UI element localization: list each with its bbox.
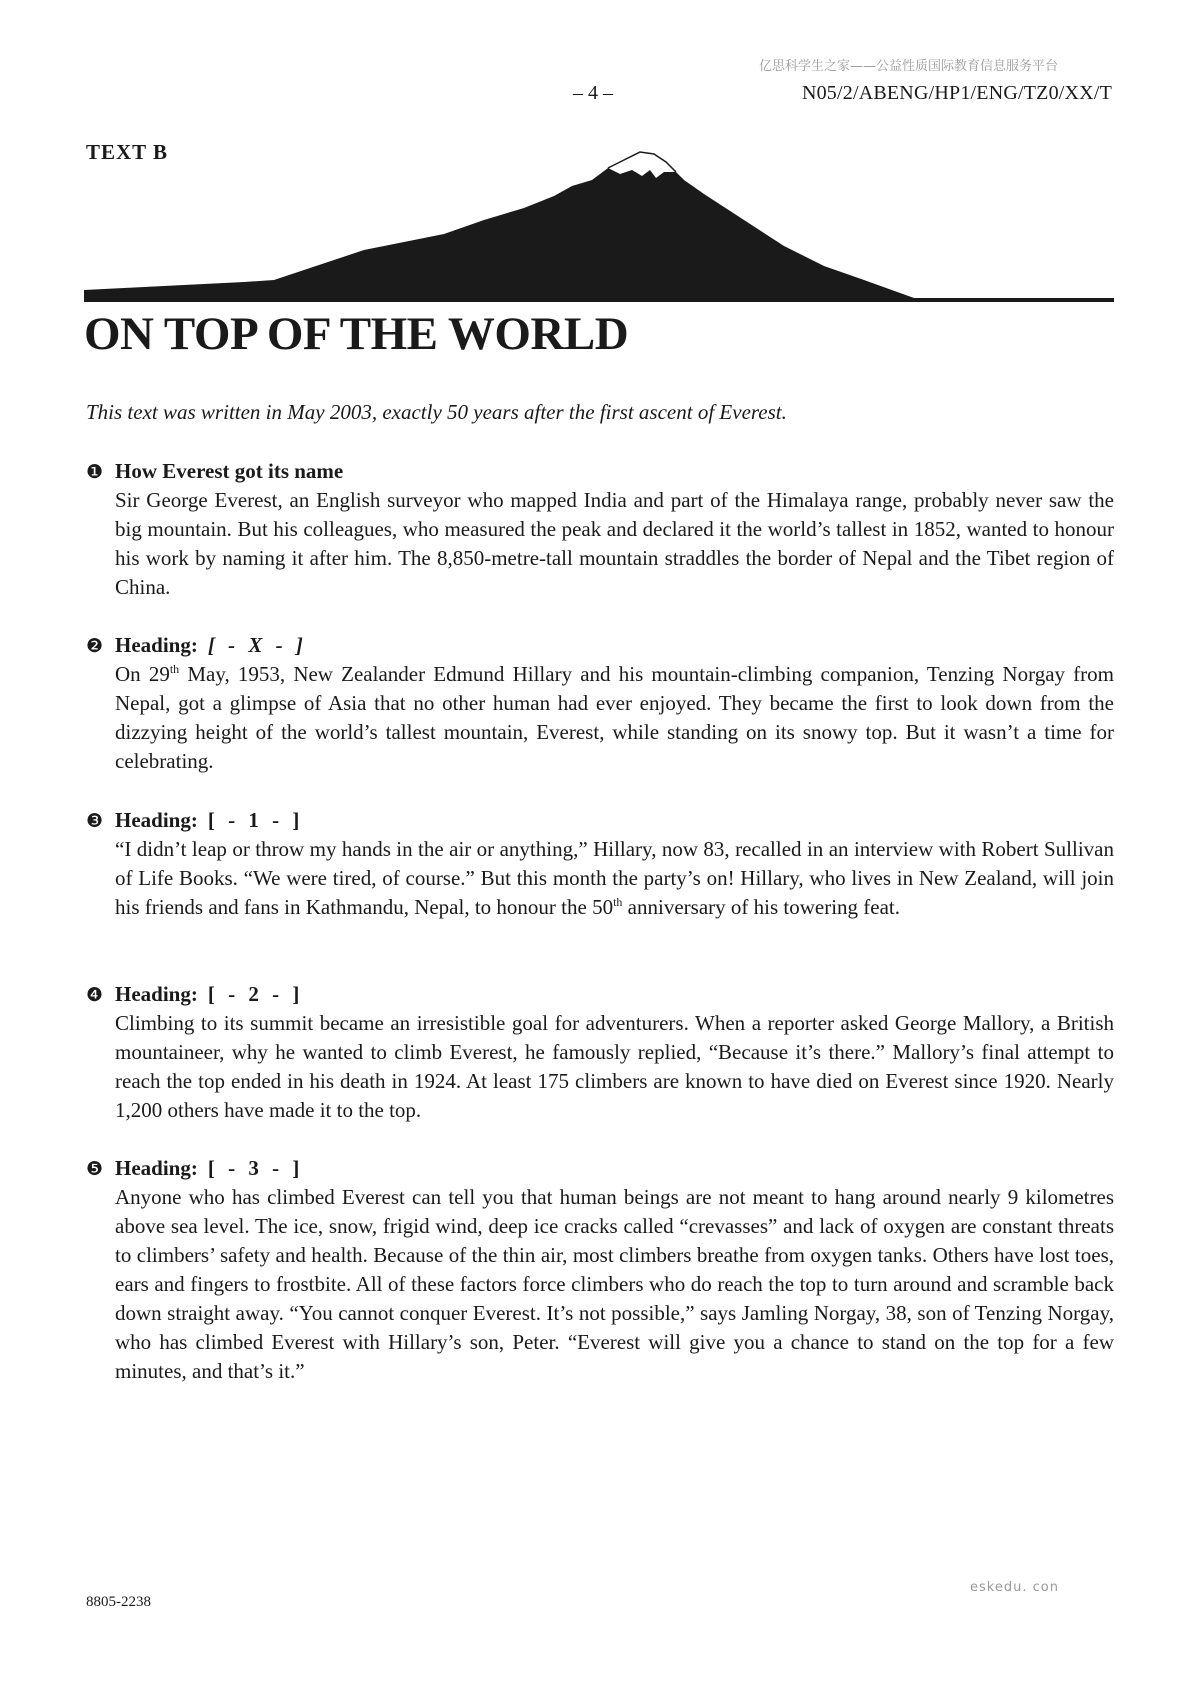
section-3 — [86, 806, 1114, 922]
section-3-number: ❸ — [86, 810, 104, 832]
section-4-heading-label: Heading: — [115, 982, 198, 1006]
page-title: ON TOP OF THE WORLD — [84, 308, 629, 360]
section-1-heading: How Everest got its name — [115, 459, 344, 483]
section-5-heading-placeholder: [ - 3 - ] — [207, 1156, 304, 1180]
section-3-heading-label: Heading: — [115, 808, 198, 832]
text-label: TEXT B — [86, 140, 169, 164]
page-number: – 4 – — [573, 82, 613, 104]
section-3-body-a: “I didn’t leap or throw my hands in the air or anything,” Hillary, now 83, recalled in an interview with Robert Sullivan of Life Books. “We were tired, of course.” But this month the party’s on! Hillary, who lives in New Zealand, will join his friends and fans in Kathmandu, Nepal, to honour the 50 — [115, 837, 1114, 919]
section-3-body-b: anniversary of his towering feat. — [622, 895, 900, 919]
section-5 — [86, 1154, 1114, 1386]
section-1-heading-row — [86, 457, 1114, 486]
section-4-number: ❹ — [86, 984, 104, 1006]
section-5-heading-row — [86, 1154, 1114, 1183]
intro-note: This text was written in May 2003, exactly 50 years after the first ascent of Everest. — [86, 400, 787, 424]
section-3-sup: th — [613, 895, 623, 909]
section-2-heading-placeholder: [ - X - ] — [207, 633, 307, 657]
section-5-body: Anyone who has climbed Everest can tell you that human beings are not meant to hang around nearly 9 kilometres above sea level. The ice, snow, frigid wind, deep ice cracks called “crevasses” and lack of oxygen are constant threats to climbers’ safety and health. Because of the thin air, most climbers breathe from oxygen tanks. Others have lost toes, ears and fingers to frostbite. All of these factors force climbers who do reach the top to turn around and scramble back down straight away. “You cannot conquer Everest. It’s not possible,” says Jamling Norgay, 38, son of Tenzing Norgay, who has climbed Everest with Hillary’s son, Peter. “Everest will give you a chance to stand on the top for a few minutes, and that’s it.” — [115, 1185, 1114, 1383]
section-4-heading-row — [86, 980, 1114, 1009]
section-1 — [86, 457, 1114, 602]
section-2-number: ❷ — [86, 635, 104, 657]
mountain-illustration — [84, 150, 1114, 310]
paper-code: N05/2/ABENG/HP1/ENG/TZ0/XX/T — [801, 82, 1112, 104]
section-2-body-a: On 29 — [115, 662, 170, 686]
section-4 — [86, 980, 1114, 1125]
section-2-body-b: May, 1953, New Zealander Edmund Hillary and his mountain-climbing companion, Tenzing Norgay from Nepal, got a glimpse of Asia that no other human had ever enjoyed. They became the first to look down from the dizzying height of the world’s tallest mountain, Everest, while standing on its snowy top. But it wasn’t a time for celebrating. — [115, 662, 1115, 773]
section-4-body: Climbing to its summit became an irresistible goal for adventurers. When a reporter asked George Mallory, a British mountaineer, why he wanted to climb Everest, he famously replied, “Because it’s there.” Mallory’s final attempt to reach the top ended in his death in 1924. At least 175 climbers are known to have died on Everest since 1920. Nearly 1,200 others have made it to the top. — [115, 1011, 1114, 1122]
section-5-number: ❺ — [86, 1158, 104, 1180]
footer-code: 8805-2238 — [86, 1594, 151, 1610]
section-1-number: ❶ — [86, 461, 104, 483]
footer-watermark: eskedu. con — [970, 1580, 1059, 1595]
section-2-body — [115, 660, 1114, 776]
section-5-heading-label: Heading: — [115, 1156, 198, 1180]
section-2-heading-row — [86, 631, 1114, 660]
section-4-heading-placeholder: [ - 2 - ] — [207, 982, 304, 1006]
section-2-heading-label: Heading: — [115, 633, 198, 657]
section-3-heading-row — [86, 806, 1114, 835]
section-3-heading-placeholder: [ - 1 - ] — [207, 808, 304, 832]
section-3-body — [115, 835, 1114, 922]
section-1-body: Sir George Everest, an English surveyor who mapped India and part of the Himalaya range, probably never saw the big mountain. But his colleagues, who measured the peak and declared it the world’s tallest in 1852, wanted to honour his work by naming it after him. The 8,850-metre-tall mountain straddles the border of Nepal and the Tibet region of China. — [115, 488, 1114, 599]
header-watermark: 亿思科学生之家——公益性质国际教育信息服务平台 — [758, 59, 1058, 74]
section-2 — [86, 631, 1114, 776]
section-2-sup: th — [169, 662, 180, 676]
